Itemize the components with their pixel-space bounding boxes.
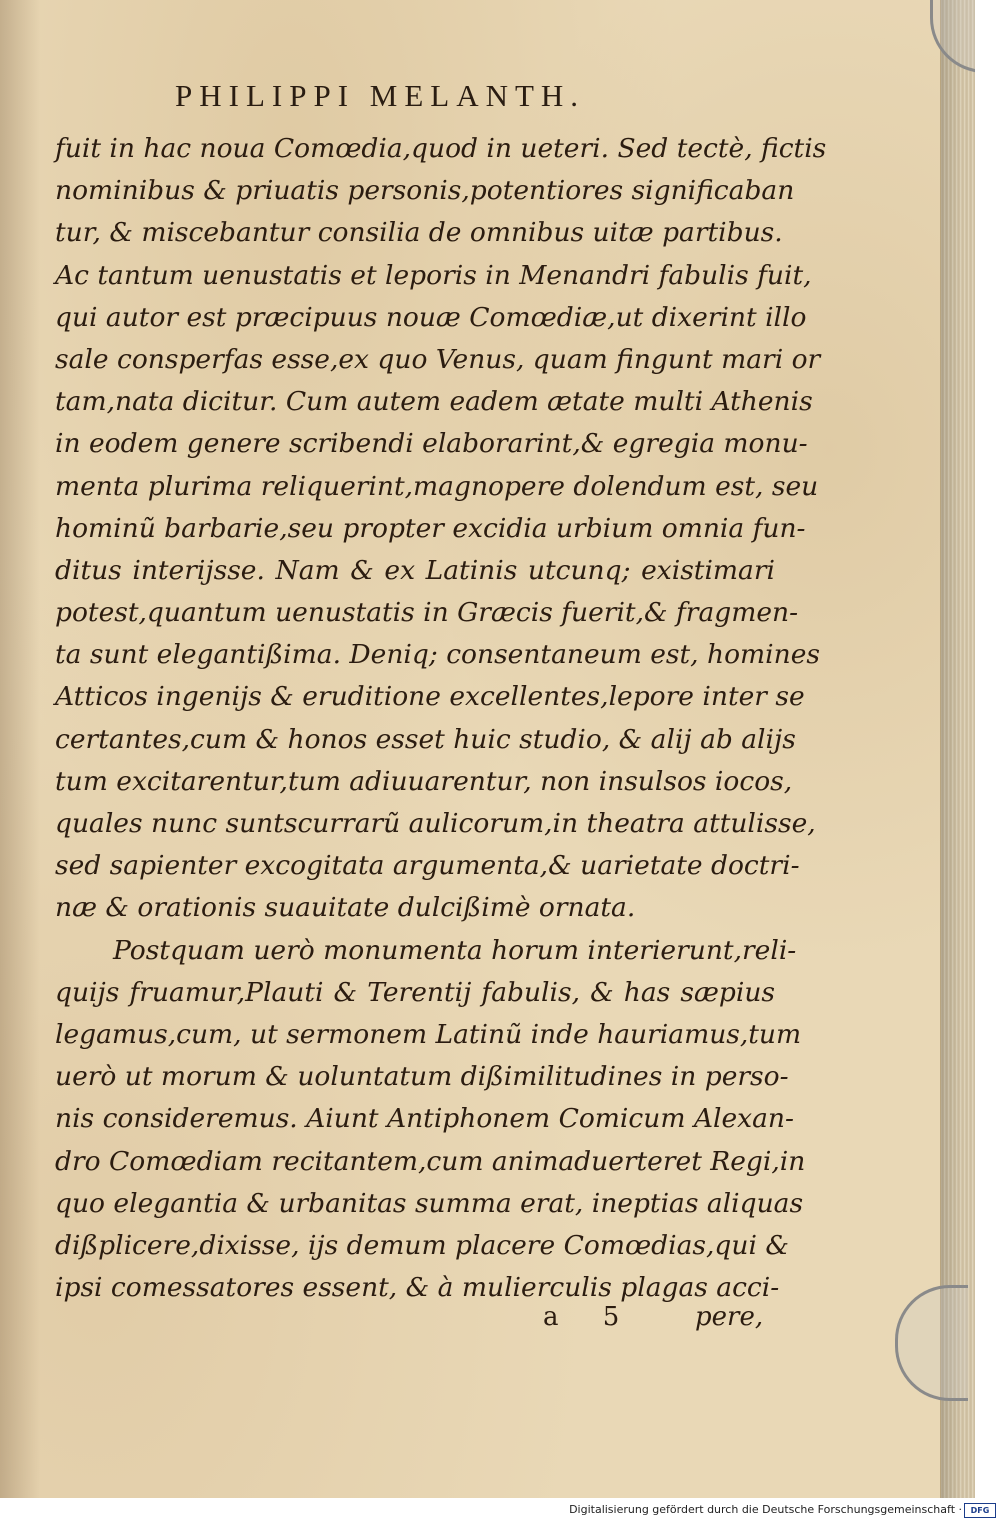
text-line: certantes,cum & honos esset huic studio, & alij ab alijs [55,723,796,755]
text-line: legamus,cum, ut sermonem Latinũ inde hauriamus,tum [55,1018,802,1050]
text-line: tam,nata dicitur. Cum autem eadem ætate multi Athenis [55,386,813,418]
text-line: sed sapienter excogitata argumenta,& uarietate doctri- [55,850,800,882]
text-line: ipsi comessatores essent, & à mulierculis plagas acci- [55,1272,780,1304]
text-line: quo elegantia & urbanitas summa erat, ineptias aliquas [55,1187,804,1219]
text-line: quales nunc suntscurrarũ aulicorum,in theatra attulisse, [55,808,816,839]
binder-clip-bottom [895,1285,968,1401]
text-line: ditus interijsse. Nam & ex Latinis utcunq; existimari [55,554,775,586]
page-fore-edge [940,0,975,1498]
text-line: hominũ barbarie,seu propter excidia urbium omnia fun- [55,512,806,544]
text-line: næ & orationis suauitate dulcißimè ornata. [55,892,636,924]
text-line: ta sunt elegantißima. Deniq; consentaneum est, homines [55,639,820,671]
text-line: uerò ut morum & uoluntatum dißimilitudines in perso- [55,1061,789,1093]
text-line: Ac tantum uenustatis et leporis in Menandri fabulis fuit, [55,259,812,291]
text-line: in eodem genere scribendi elaborarint,& egregia monu- [55,428,808,460]
catchword: pere, [695,1302,764,1332]
text-line: potest,quantum uenustatis in Græcis fuerit,& fragmen- [55,597,799,629]
text-line: quijs fruamur,Plauti & Terentij fabulis, & has sæpius [55,976,775,1008]
text-line: Atticos ingenijs & eruditione excellentes,lepore inter se [55,681,805,713]
text-line: sale consperfas esse,ex quo Venus, quam fingunt mari or [55,343,821,375]
dfg-logo: DFG [964,1503,996,1518]
text-line: nis consideremus. Aiunt Antiphonem Comicum Alexan- [55,1103,794,1135]
text-line: Postquam uerò monumenta horum interierunt,reli- [113,934,797,966]
text-line: nominibus & priuatis personis,potentiores significaban [55,175,795,207]
funding-credit: Digitalisierung gefördert durch die Deutsche Forschungsgemeinschaft · [569,1503,962,1516]
text-line: dißplicere,dixisse, ijs demum placere Comœdias,qui & [55,1229,789,1261]
text-line: fuit in hac noua Comœdia,quod in ueteri. Sed tectè, fictis [55,133,827,164]
text-line: dro Comœdiam recitantem,cum animaduerteret Regi,in [55,1145,806,1177]
text-line: menta plurima reliquerint,magnopere dolendum est, seu [55,470,819,502]
body-text [55,128,827,1309]
running-head: PHILIPPI MELANTH. [175,78,586,113]
page-stack-shadow [941,0,975,1498]
text-line: tur, & miscebantur consilia de omnibus uitæ partibus. [55,217,783,249]
spine-shadow [0,0,40,1498]
text-line: tum excitarentur,tum adiuuarentur, non insulsos iocos, [55,765,793,797]
binder-clip-top [930,0,975,73]
text-line: qui autor est præcipuus nouæ Comœdiæ,ut dixerint illo [55,301,807,333]
signature-mark: a 5 [543,1302,638,1332]
